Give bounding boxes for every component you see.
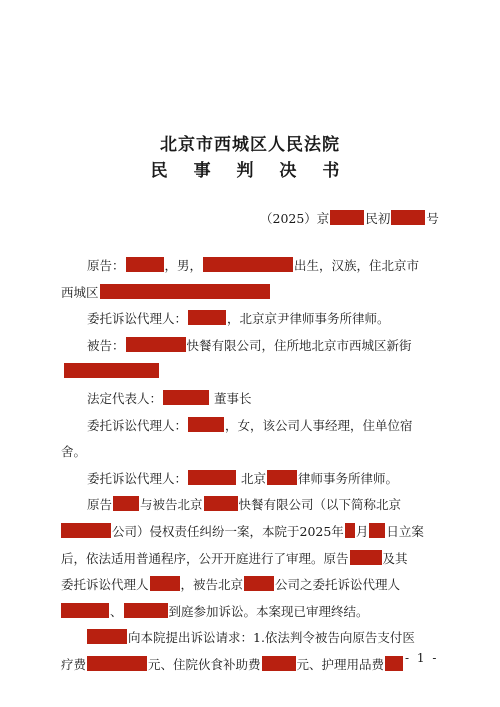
redaction-block bbox=[345, 523, 355, 538]
line-text: 舍。 bbox=[61, 444, 87, 460]
line-text: 委托诉讼代理人： bbox=[87, 470, 188, 486]
redaction-block bbox=[188, 470, 236, 485]
text-line bbox=[61, 546, 447, 573]
line-text: 与被告北京 bbox=[140, 497, 203, 513]
line-text: 向本院提出诉讼请求：1.依法判令被告向原告支付医 bbox=[128, 630, 415, 646]
line-text: 原告： bbox=[87, 258, 125, 273]
line-text: 法定代表人： bbox=[87, 390, 163, 406]
line-text: 公司之委托诉讼代理人 bbox=[275, 577, 401, 593]
redaction-block bbox=[150, 576, 180, 591]
redaction-block bbox=[244, 576, 274, 591]
text-line bbox=[61, 625, 447, 652]
case-number-prefix: （2025）京 bbox=[260, 211, 330, 226]
text-line bbox=[61, 253, 447, 280]
text-line bbox=[61, 306, 447, 333]
redaction-block bbox=[330, 210, 364, 225]
redaction-block bbox=[369, 523, 385, 538]
line-text: 疗费 bbox=[61, 656, 87, 672]
line-text: 后，依法适用普通程序，公开开庭进行了审理。原告 bbox=[61, 550, 349, 566]
line-text: 快餐有限公司，住所地北京市西城区新街 bbox=[186, 337, 412, 353]
redaction-block bbox=[204, 496, 238, 511]
page-number: - 1 - bbox=[405, 651, 439, 665]
case-number-suffix: 号 bbox=[426, 211, 439, 226]
line-text: 委托诉讼代理人 bbox=[61, 577, 149, 593]
text-line bbox=[61, 652, 447, 679]
redaction-block bbox=[203, 257, 293, 272]
redaction-block bbox=[87, 629, 127, 644]
line-text: 出生，汉族，住北京市 bbox=[294, 258, 420, 273]
text-line bbox=[61, 413, 447, 440]
redaction-block bbox=[188, 310, 226, 325]
line-text: 董事长 bbox=[214, 390, 252, 406]
line-text: 北京 bbox=[241, 470, 267, 486]
line-text: 委托诉讼代理人： bbox=[87, 311, 188, 327]
redaction-block bbox=[188, 417, 224, 432]
redaction-block bbox=[87, 656, 147, 671]
text-line bbox=[61, 359, 447, 386]
line-text: 元、住院伙食补助费 bbox=[148, 656, 261, 672]
text-line bbox=[61, 572, 447, 599]
line-text: 原告 bbox=[87, 497, 113, 513]
court-name: 北京市西城区人民法院 bbox=[160, 135, 340, 155]
text-line bbox=[61, 439, 447, 466]
case-number bbox=[260, 209, 439, 227]
redaction-block bbox=[126, 257, 164, 272]
redaction-block bbox=[267, 470, 297, 485]
text-line bbox=[61, 466, 447, 493]
redaction-block bbox=[61, 523, 111, 538]
text-line bbox=[61, 492, 447, 519]
line-text: ，男， bbox=[164, 258, 203, 273]
line-text: 日立案 bbox=[386, 523, 424, 539]
judgment-body bbox=[61, 253, 447, 679]
text-line bbox=[61, 599, 447, 626]
line-text: 委托诉讼代理人： bbox=[87, 417, 188, 433]
redaction-block bbox=[100, 284, 270, 299]
redaction-block bbox=[64, 363, 159, 378]
redaction-block bbox=[163, 390, 209, 405]
line-text: 到庭参加诉讼。本案现已审理终结。 bbox=[168, 603, 369, 619]
line-text: 元、护理用品费 bbox=[296, 656, 385, 672]
document-type-title: 民 事 判 决 书 bbox=[150, 161, 350, 181]
line-text: 西城区 bbox=[61, 284, 99, 300]
case-number-mid: 民初 bbox=[365, 211, 391, 226]
text-line bbox=[61, 519, 447, 546]
line-text: 、 bbox=[110, 603, 123, 619]
redaction-block bbox=[113, 496, 139, 511]
line-text: 及其 bbox=[382, 550, 408, 566]
line-text: ，被告北京 bbox=[180, 577, 244, 593]
redaction-block bbox=[262, 656, 296, 671]
line-text: 公司）侵权责任纠纷一案，本院于2025年 bbox=[112, 523, 344, 539]
line-text: 快餐有限公司（以下简称北京 bbox=[238, 497, 402, 513]
text-line bbox=[61, 386, 447, 413]
line-text: 被告： bbox=[87, 337, 125, 353]
line-text: ，女，该公司人事经理，住单位宿 bbox=[225, 417, 413, 433]
redaction-block bbox=[124, 603, 168, 618]
line-text: 月 bbox=[355, 523, 369, 539]
redaction-block bbox=[385, 656, 403, 671]
redaction-block bbox=[61, 603, 109, 618]
text-line bbox=[61, 280, 447, 307]
text-line bbox=[61, 333, 447, 360]
redaction-block bbox=[391, 210, 425, 225]
redaction-block bbox=[126, 337, 186, 352]
line-text: ，北京京尹律师事务所律师。 bbox=[227, 311, 390, 327]
line-text: 律师事务所律师。 bbox=[298, 470, 399, 486]
redaction-block bbox=[350, 550, 382, 565]
